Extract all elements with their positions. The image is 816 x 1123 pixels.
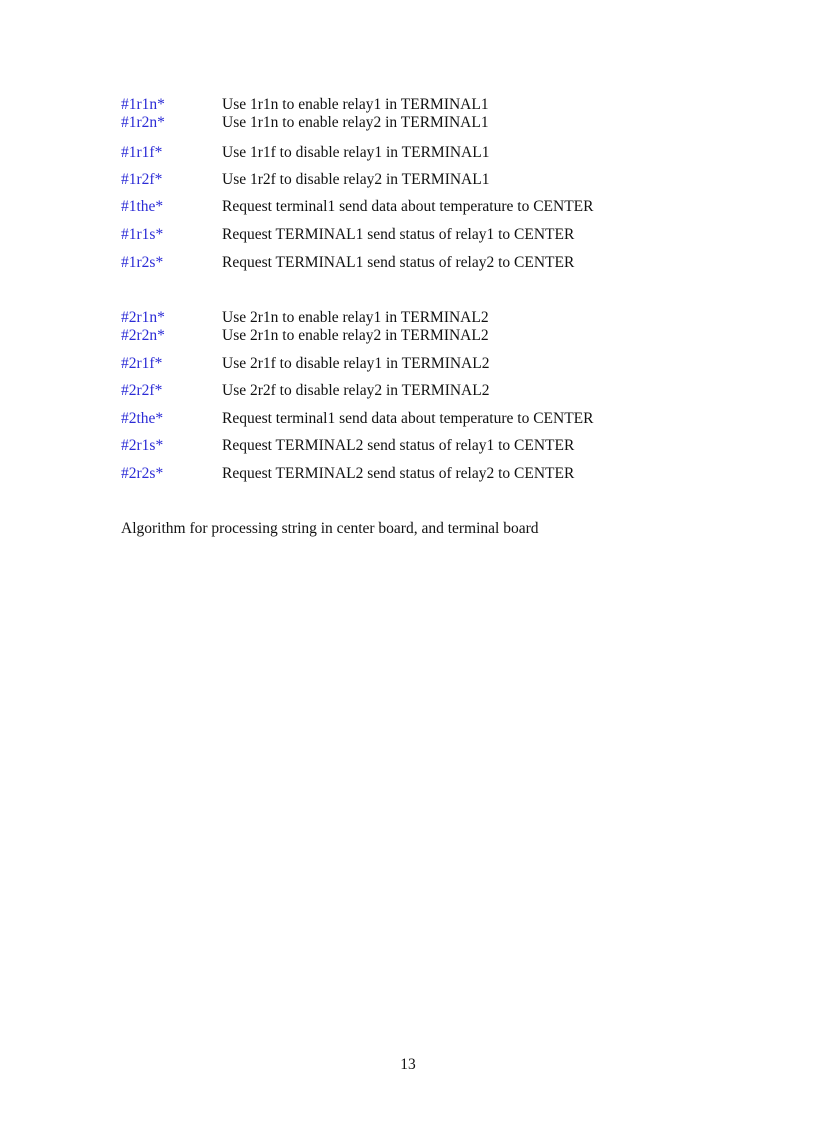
- command-description: Use 2r1n to enable relay2 in TERMINAL2: [222, 327, 489, 344]
- command-row: [0, 327, 816, 345]
- command-code: #1r1f*: [121, 144, 163, 161]
- command-description: Request TERMINAL1 send status of relay2 to CENTER: [222, 254, 575, 271]
- command-row: [0, 226, 816, 244]
- command-code: #1r1n*: [121, 96, 165, 113]
- command-code: #2r1f*: [121, 355, 163, 372]
- command-row: [0, 382, 816, 400]
- command-row: [0, 114, 816, 132]
- command-code: #2r1s*: [121, 437, 164, 454]
- command-row: [0, 254, 816, 272]
- command-row: [0, 144, 816, 162]
- command-description: Use 2r2f to disable relay2 in TERMINAL2: [222, 382, 490, 399]
- command-code: #2r2s*: [121, 465, 164, 482]
- command-description: Request TERMINAL2 send status of relay2 to CENTER: [222, 465, 575, 482]
- command-row: [0, 309, 816, 327]
- command-description: Use 1r2f to disable relay2 in TERMINAL1: [222, 171, 490, 188]
- command-row: [0, 198, 816, 216]
- command-code: #2r2n*: [121, 327, 165, 344]
- command-code: #1the*: [121, 198, 164, 215]
- command-description: Use 2r1n to enable relay1 in TERMINAL2: [222, 309, 489, 326]
- page-number: 13: [400, 1056, 416, 1073]
- command-description: Request terminal1 send data about temperature to CENTER: [222, 198, 594, 215]
- command-code: #1r2f*: [121, 171, 163, 188]
- command-code: #1r1s*: [121, 226, 164, 243]
- command-code: #2the*: [121, 410, 164, 427]
- command-code: #2r1n*: [121, 309, 165, 326]
- command-row: [0, 410, 816, 428]
- command-row: [0, 355, 816, 373]
- body-paragraph: Algorithm for processing string in center board, and terminal board: [121, 520, 539, 537]
- command-row: [0, 96, 816, 114]
- command-row: [0, 465, 816, 483]
- command-description: Use 1r1n to enable relay1 in TERMINAL1: [222, 96, 489, 113]
- command-row: [0, 171, 816, 189]
- command-description: Use 2r1f to disable relay1 in TERMINAL2: [222, 355, 490, 372]
- command-code: #1r2n*: [121, 114, 165, 131]
- command-description: Request TERMINAL2 send status of relay1 to CENTER: [222, 437, 575, 454]
- command-description: Use 1r1n to enable relay2 in TERMINAL1: [222, 114, 489, 131]
- command-description: Request terminal1 send data about temperature to CENTER: [222, 410, 594, 427]
- command-code: #1r2s*: [121, 254, 164, 271]
- command-description: Request TERMINAL1 send status of relay1 to CENTER: [222, 226, 575, 243]
- command-description: Use 1r1f to disable relay1 in TERMINAL1: [222, 144, 490, 161]
- command-code: #2r2f*: [121, 382, 163, 399]
- command-row: [0, 437, 816, 455]
